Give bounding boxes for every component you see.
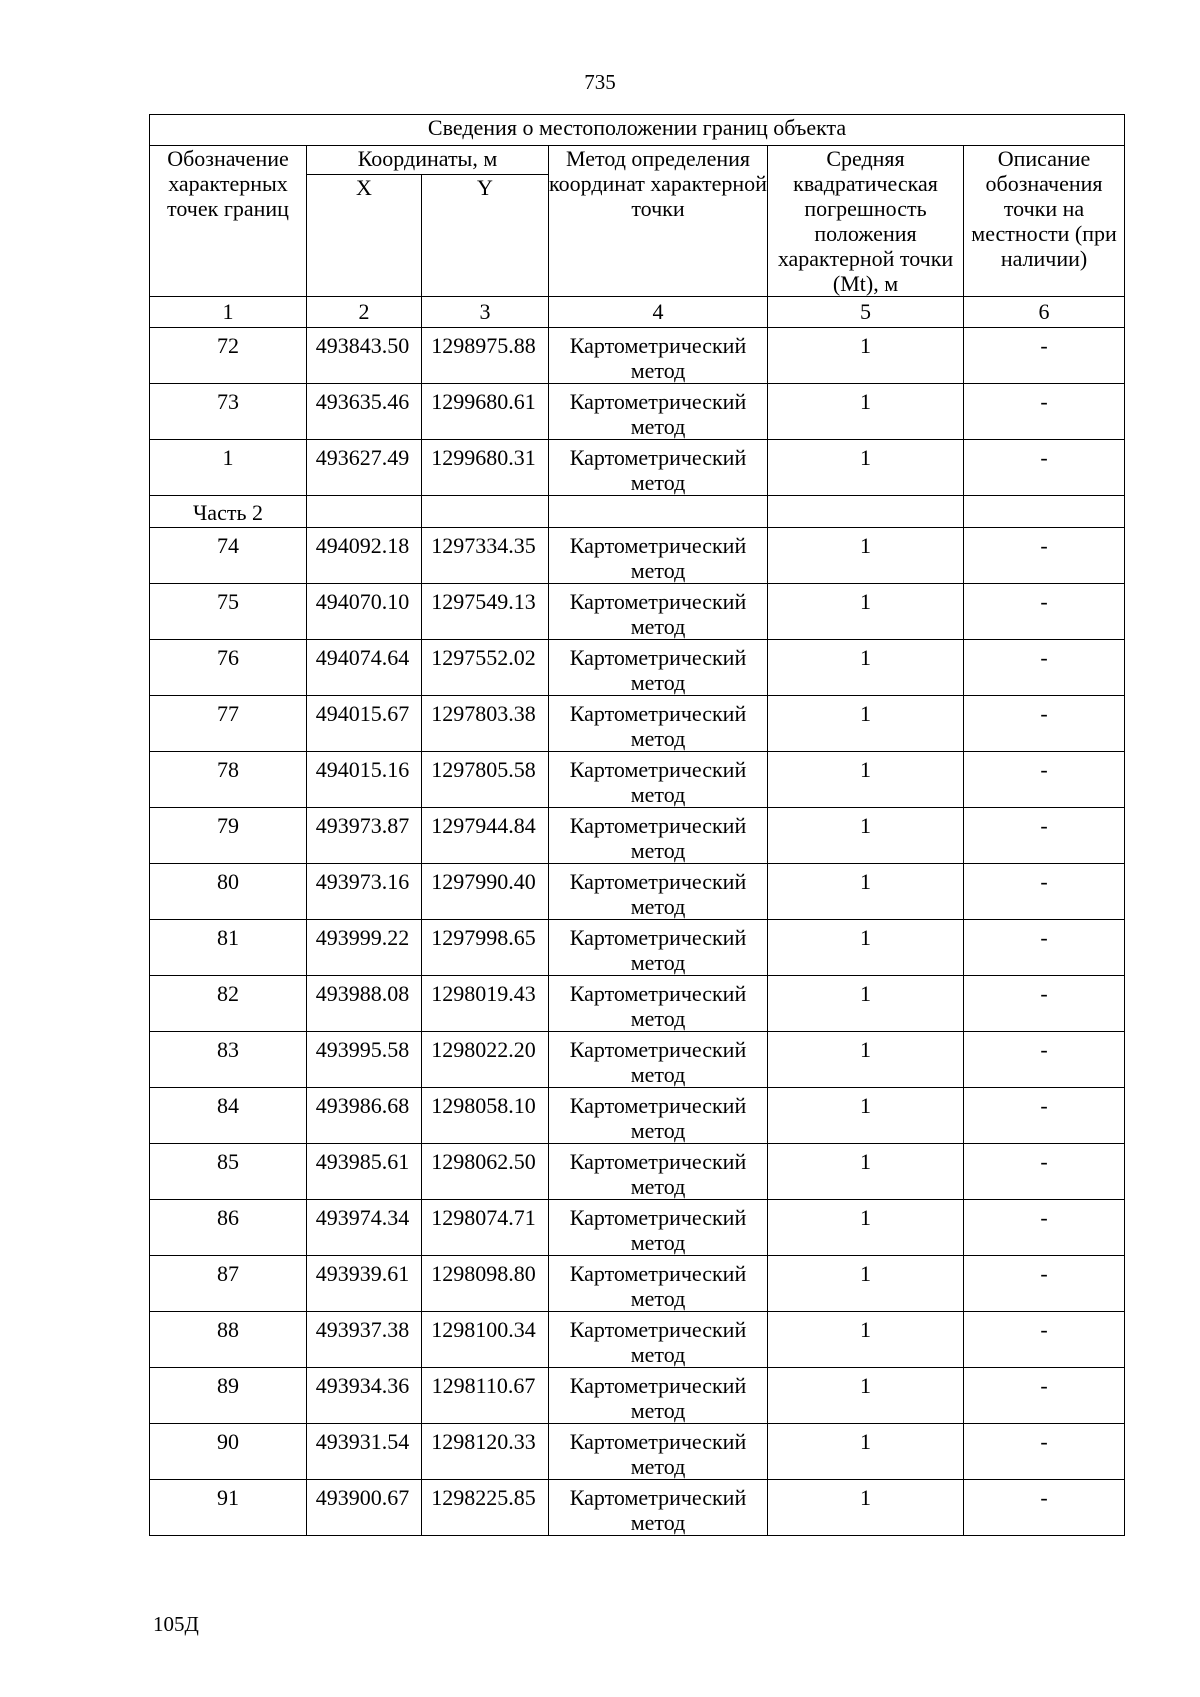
error-cell: 1 bbox=[768, 1424, 964, 1480]
coordinate-x: 493995.58 bbox=[307, 1032, 422, 1088]
coordinate-x: 493973.87 bbox=[307, 808, 422, 864]
table-row bbox=[150, 808, 1125, 864]
error-cell: 1 bbox=[768, 920, 964, 976]
header-row bbox=[150, 146, 1125, 175]
boundary-table bbox=[149, 114, 1125, 1536]
table-row bbox=[150, 1200, 1125, 1256]
coordinate-y: 1298019.43 bbox=[422, 976, 549, 1032]
table-title-row bbox=[150, 115, 1125, 146]
coordinate-y: 1298225.85 bbox=[422, 1480, 549, 1536]
error-cell: 1 bbox=[768, 864, 964, 920]
header-description: Описание обозначения точки на местности (при наличии) bbox=[964, 146, 1125, 297]
description-cell: - bbox=[964, 384, 1125, 440]
coordinate-y: 1299680.61 bbox=[422, 384, 549, 440]
description-cell: - bbox=[964, 752, 1125, 808]
error-cell: 1 bbox=[768, 528, 964, 584]
error-cell: 1 bbox=[768, 1200, 964, 1256]
coordinate-x: 494015.67 bbox=[307, 696, 422, 752]
document-code: 105Д bbox=[153, 1612, 199, 1636]
coordinate-y: 1297990.40 bbox=[422, 864, 549, 920]
method-cell: Картометрический метод bbox=[549, 1368, 768, 1424]
error-cell: 1 bbox=[768, 1312, 964, 1368]
table-row bbox=[150, 864, 1125, 920]
header-designation: Обозначение характерных точек границ bbox=[150, 146, 307, 297]
description-cell: - bbox=[964, 1424, 1125, 1480]
table-title: Сведения о местоположении границ объекта bbox=[150, 115, 1125, 146]
table-row bbox=[150, 920, 1125, 976]
method-cell: Картометрический метод bbox=[549, 808, 768, 864]
description-cell: - bbox=[964, 976, 1125, 1032]
method-cell: Картометрический метод bbox=[549, 384, 768, 440]
point-number: 72 bbox=[150, 328, 307, 384]
coordinate-y: 1298975.88 bbox=[422, 328, 549, 384]
coordinate-x: 493900.67 bbox=[307, 1480, 422, 1536]
coordinate-y: 1298110.67 bbox=[422, 1368, 549, 1424]
coordinate-y: 1297805.58 bbox=[422, 752, 549, 808]
table-row bbox=[150, 328, 1125, 384]
point-number: 74 bbox=[150, 528, 307, 584]
error-cell: 1 bbox=[768, 640, 964, 696]
coordinate-y: 1297944.84 bbox=[422, 808, 549, 864]
error-cell: 1 bbox=[768, 1032, 964, 1088]
point-number: 76 bbox=[150, 640, 307, 696]
table-row bbox=[150, 752, 1125, 808]
table-row bbox=[150, 1424, 1125, 1480]
method-cell: Картометрический метод bbox=[549, 864, 768, 920]
description-cell: - bbox=[964, 1312, 1125, 1368]
coordinate-x: 493627.49 bbox=[307, 440, 422, 496]
method-cell: Картометрический метод bbox=[549, 1312, 768, 1368]
method-cell: Картометрический метод bbox=[549, 528, 768, 584]
table-row bbox=[150, 976, 1125, 1032]
coordinate-x: 493999.22 bbox=[307, 920, 422, 976]
method-cell: Картометрический метод bbox=[549, 696, 768, 752]
coordinate-x: 494015.16 bbox=[307, 752, 422, 808]
coordinate-x: 493974.34 bbox=[307, 1200, 422, 1256]
header-coordinates: Координаты, м bbox=[307, 146, 549, 175]
method-cell: Картометрический метод bbox=[549, 1088, 768, 1144]
coordinate-x: 494074.64 bbox=[307, 640, 422, 696]
method-cell: Картометрический метод bbox=[549, 1032, 768, 1088]
method-cell: Картометрический метод bbox=[549, 752, 768, 808]
coordinate-y: 1297998.65 bbox=[422, 920, 549, 976]
method-cell: Картометрический метод bbox=[549, 328, 768, 384]
table-row bbox=[150, 1256, 1125, 1312]
description-cell: - bbox=[964, 640, 1125, 696]
column-number: 5 bbox=[768, 297, 964, 328]
point-number: 1 bbox=[150, 440, 307, 496]
point-number: 88 bbox=[150, 1312, 307, 1368]
point-number: 81 bbox=[150, 920, 307, 976]
method-cell: Картометрический метод bbox=[549, 1480, 768, 1536]
coordinate-x: 494092.18 bbox=[307, 528, 422, 584]
description-cell: - bbox=[964, 1200, 1125, 1256]
point-number: 89 bbox=[150, 1368, 307, 1424]
table-row bbox=[150, 384, 1125, 440]
point-number: 73 bbox=[150, 384, 307, 440]
method-cell: Картометрический метод bbox=[549, 640, 768, 696]
header-error: Средняя квадратическая погрешность положения характерной точки (Mt), м bbox=[768, 146, 964, 297]
coordinate-x: 493937.38 bbox=[307, 1312, 422, 1368]
point-number: 82 bbox=[150, 976, 307, 1032]
table-row bbox=[150, 1088, 1125, 1144]
table-row bbox=[150, 1144, 1125, 1200]
error-cell: 1 bbox=[768, 1144, 964, 1200]
column-number: 2 bbox=[307, 297, 422, 328]
error-cell: 1 bbox=[768, 696, 964, 752]
column-number: 6 bbox=[964, 297, 1125, 328]
point-number: 86 bbox=[150, 1200, 307, 1256]
section-row bbox=[150, 496, 1125, 528]
method-cell: Картометрический метод bbox=[549, 440, 768, 496]
point-number: 85 bbox=[150, 1144, 307, 1200]
error-cell: 1 bbox=[768, 440, 964, 496]
table-row bbox=[150, 528, 1125, 584]
description-cell: - bbox=[964, 1480, 1125, 1536]
description-cell: - bbox=[964, 1088, 1125, 1144]
coordinate-y: 1298058.10 bbox=[422, 1088, 549, 1144]
table-row bbox=[150, 1480, 1125, 1536]
error-cell: 1 bbox=[768, 1088, 964, 1144]
error-cell: 1 bbox=[768, 808, 964, 864]
description-cell: - bbox=[964, 1144, 1125, 1200]
header-y: Y bbox=[422, 175, 549, 297]
column-number: 1 bbox=[150, 297, 307, 328]
error-cell: 1 bbox=[768, 1256, 964, 1312]
coordinate-x: 493843.50 bbox=[307, 328, 422, 384]
description-cell: - bbox=[964, 864, 1125, 920]
error-cell: 1 bbox=[768, 976, 964, 1032]
error-cell: 1 bbox=[768, 584, 964, 640]
empty-cell bbox=[964, 496, 1125, 528]
point-number: 77 bbox=[150, 696, 307, 752]
coordinate-x: 493934.36 bbox=[307, 1368, 422, 1424]
column-number-row bbox=[150, 297, 1125, 328]
coordinate-y: 1298062.50 bbox=[422, 1144, 549, 1200]
header-method: Метод определения координат характерной точки bbox=[549, 146, 768, 297]
error-cell: 1 bbox=[768, 752, 964, 808]
table-row bbox=[150, 1032, 1125, 1088]
coordinate-y: 1298022.20 bbox=[422, 1032, 549, 1088]
method-cell: Картометрический метод bbox=[549, 584, 768, 640]
point-number: 75 bbox=[150, 584, 307, 640]
header-x: X bbox=[307, 175, 422, 297]
column-number: 3 bbox=[422, 297, 549, 328]
coordinate-y: 1297803.38 bbox=[422, 696, 549, 752]
point-number: 79 bbox=[150, 808, 307, 864]
table-row bbox=[150, 696, 1125, 752]
point-number: 91 bbox=[150, 1480, 307, 1536]
point-number: 83 bbox=[150, 1032, 307, 1088]
coordinate-y: 1298100.34 bbox=[422, 1312, 549, 1368]
error-cell: 1 bbox=[768, 1480, 964, 1536]
coordinate-x: 493635.46 bbox=[307, 384, 422, 440]
error-cell: 1 bbox=[768, 328, 964, 384]
method-cell: Картометрический метод bbox=[549, 920, 768, 976]
description-cell: - bbox=[964, 528, 1125, 584]
page-number: 735 bbox=[584, 70, 616, 94]
table-row bbox=[150, 1368, 1125, 1424]
point-number: 87 bbox=[150, 1256, 307, 1312]
description-cell: - bbox=[964, 440, 1125, 496]
method-cell: Картометрический метод bbox=[549, 976, 768, 1032]
description-cell: - bbox=[964, 328, 1125, 384]
coordinate-y: 1298120.33 bbox=[422, 1424, 549, 1480]
point-number: 84 bbox=[150, 1088, 307, 1144]
table-row bbox=[150, 440, 1125, 496]
method-cell: Картометрический метод bbox=[549, 1424, 768, 1480]
coordinate-x: 493988.08 bbox=[307, 976, 422, 1032]
point-number: 90 bbox=[150, 1424, 307, 1480]
section-label: Часть 2 bbox=[150, 496, 307, 528]
coordinate-x: 494070.10 bbox=[307, 584, 422, 640]
description-cell: - bbox=[964, 696, 1125, 752]
point-number: 80 bbox=[150, 864, 307, 920]
empty-cell bbox=[307, 496, 422, 528]
description-cell: - bbox=[964, 1256, 1125, 1312]
point-number: 78 bbox=[150, 752, 307, 808]
description-cell: - bbox=[964, 584, 1125, 640]
method-cell: Картометрический метод bbox=[549, 1144, 768, 1200]
empty-cell bbox=[422, 496, 549, 528]
coordinate-y: 1298098.80 bbox=[422, 1256, 549, 1312]
table-row bbox=[150, 1312, 1125, 1368]
empty-cell bbox=[549, 496, 768, 528]
table-row bbox=[150, 584, 1125, 640]
method-cell: Картометрический метод bbox=[549, 1200, 768, 1256]
coordinate-x: 493973.16 bbox=[307, 864, 422, 920]
column-number: 4 bbox=[549, 297, 768, 328]
coordinate-x: 493985.61 bbox=[307, 1144, 422, 1200]
coordinate-y: 1297549.13 bbox=[422, 584, 549, 640]
coordinate-y: 1298074.71 bbox=[422, 1200, 549, 1256]
coordinate-y: 1299680.31 bbox=[422, 440, 549, 496]
coordinate-x: 493986.68 bbox=[307, 1088, 422, 1144]
coordinate-x: 493939.61 bbox=[307, 1256, 422, 1312]
method-cell: Картометрический метод bbox=[549, 1256, 768, 1312]
description-cell: - bbox=[964, 1368, 1125, 1424]
coordinate-x: 493931.54 bbox=[307, 1424, 422, 1480]
table-row bbox=[150, 640, 1125, 696]
empty-cell bbox=[768, 496, 964, 528]
description-cell: - bbox=[964, 808, 1125, 864]
coordinate-y: 1297552.02 bbox=[422, 640, 549, 696]
description-cell: - bbox=[964, 920, 1125, 976]
coordinate-y: 1297334.35 bbox=[422, 528, 549, 584]
error-cell: 1 bbox=[768, 1368, 964, 1424]
error-cell: 1 bbox=[768, 384, 964, 440]
description-cell: - bbox=[964, 1032, 1125, 1088]
